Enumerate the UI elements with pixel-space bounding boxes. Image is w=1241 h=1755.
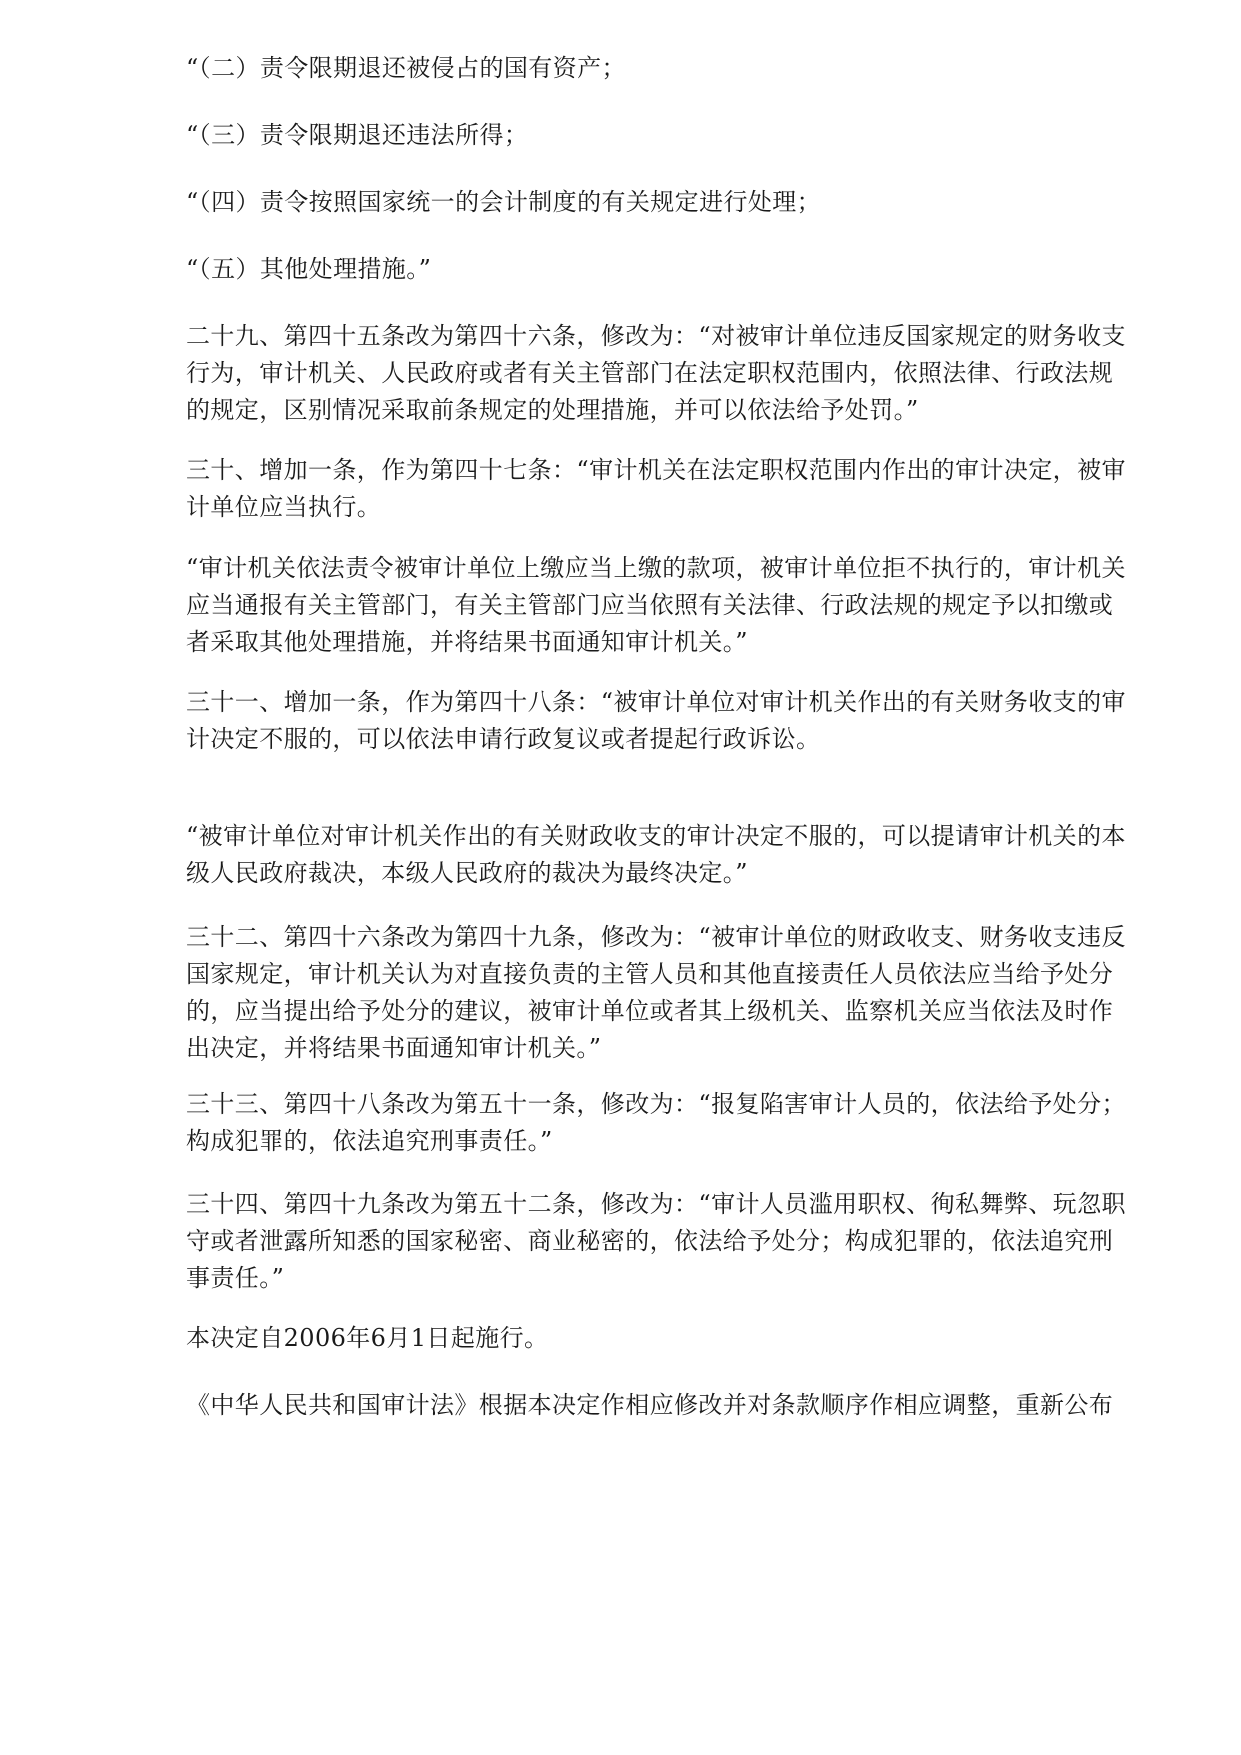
paragraph-article-33: 三十三、第四十八条改为第五十一条，修改为：“报复陷害审计人员的，依法给予处分；构成犯罪的，依法追究刑事责任。” (186, 1090, 1126, 1155)
paragraph-item-5: “（五）其他处理措施。” (186, 255, 432, 283)
paragraph-article-31: 三十一、增加一条，作为第四十八条：“被审计单位对审计机关作出的有关财务收支的审计决定不服的，可以依法申请行政复议或者提起行政诉讼。 (186, 688, 1126, 753)
paragraph-item-2: “（二）责令限期退还被侵占的国有资产； (186, 54, 626, 82)
paragraph-article-30-clause: “审计机关依法责令被审计单位上缴应当上缴的款项，被审计单位拒不执行的，审计机关应当通报有关主管部门，有关主管部门应当依照有关法律、行政法规的规定予以扣缴或者采取其他处理措施，并将结果书面通知审计机关。” (186, 554, 1126, 656)
paragraph-article-29: 二十九、第四十五条改为第四十六条，修改为：“对被审计单位违反国家规定的财务收支行为，审计机关、人民政府或者有关主管部门在法定职权范围内，依照法律、行政法规的规定，区别情况采取前条规定的处理措施，并可以依法给予处罚。” (186, 322, 1126, 424)
paragraph-article-30: 三十、增加一条，作为第四十七条：“审计机关在法定职权范围内作出的审计决定，被审计单位应当执行。 (186, 456, 1126, 521)
paragraph-item-3: “（三）责令限期退还违法所得； (186, 121, 529, 149)
paragraph-article-32: 三十二、第四十六条改为第四十九条，修改为：“被审计单位的财政收支、财务收支违反国家规定，审计机关认为对直接负责的主管人员和其他直接责任人员依法应当给予处分的，应当提出给予处分的建议，被审计单位或者其上级机关、监察机关应当依法及时作出决定，并将结果书面通知审计机关。” (186, 923, 1126, 1062)
paragraph-article-34: 三十四、第四十九条改为第五十二条，修改为：“审计人员滥用职权、徇私舞弊、玩忽职守或者泄露所知悉的国家秘密、商业秘密的，依法给予处分；构成犯罪的，依法追究刑事责任。” (186, 1190, 1126, 1292)
paragraph-item-4: “（四）责令按照国家统一的会计制度的有关规定进行处理； (186, 188, 822, 216)
paragraph-effective-date: 本决定自2006年6月1日起施行。 (186, 1324, 549, 1352)
paragraph-republish-note: 《中华人民共和国审计法》根据本决定作相应修改并对条款顺序作相应调整，重新公布 (186, 1391, 1114, 1419)
paragraph-article-31-clause: “被审计单位对审计机关作出的有关财政收支的审计决定不服的，可以提请审计机关的本级人民政府裁决，本级人民政府的裁决为最终决定。” (186, 822, 1126, 887)
